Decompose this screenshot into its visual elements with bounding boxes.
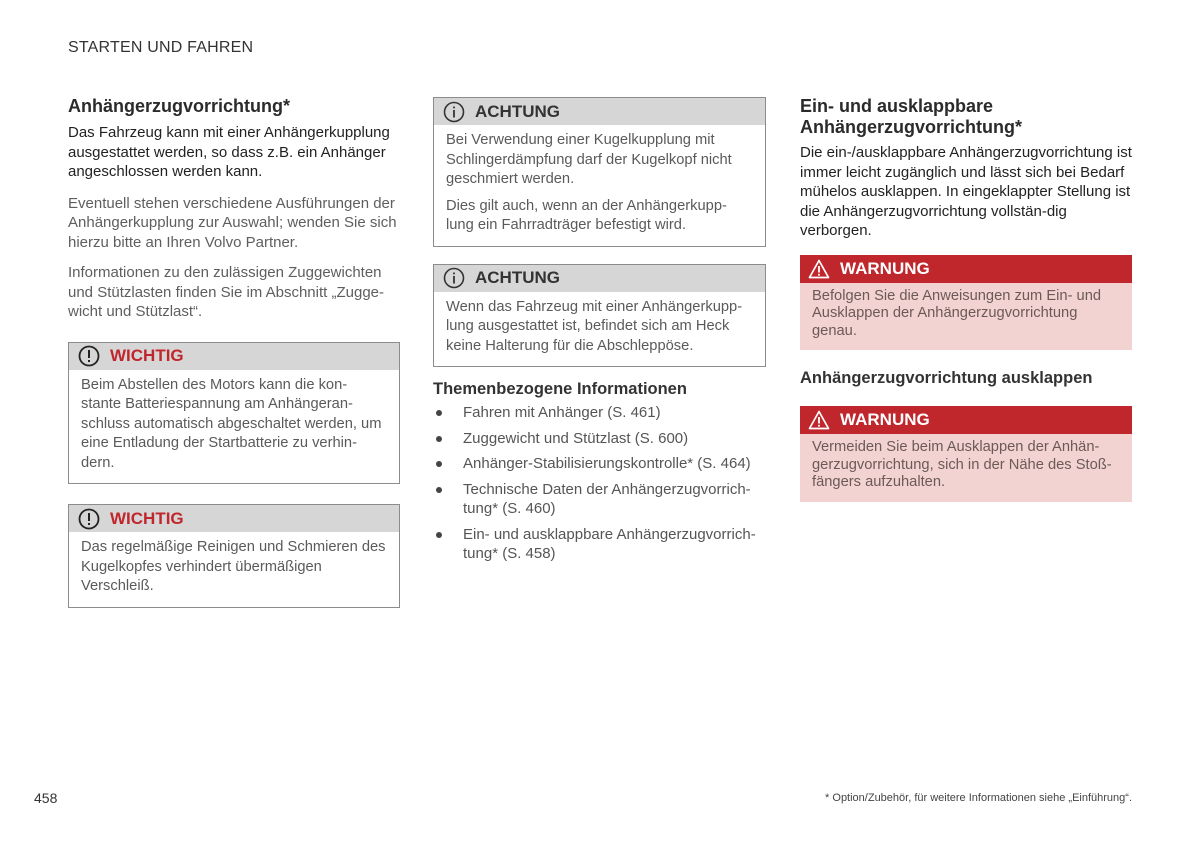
column-middle	[433, 97, 766, 570]
related-link[interactable]: Zuggewicht und Stützlast (S. 600)	[433, 429, 766, 449]
exclamation-circle-icon	[78, 508, 100, 530]
column-right	[800, 96, 1132, 520]
body-paragraph: Informationen zu den zulässigen Zuggewichten und Stützlasten finden Sie im Abschnitt „Zugge-wicht und Stützlast“.	[68, 264, 385, 320]
wichtig-box	[68, 504, 400, 608]
wichtig-text: Beim Abstellen des Motors kann die kon-stante Batteriespannung am Anhängeran-schluss automatisch abgeschaltet werden, um eine Entladung der Startbatterie zu verhin-dern.	[81, 376, 382, 471]
article-title: Anhängerzugvorrichtung*	[68, 96, 291, 116]
warnung-box	[800, 406, 1132, 502]
warnung-text: Befolgen Sie die Anweisungen zum Ein- und Ausklappen der Anhängerzugvorrichtung genau.	[800, 283, 1132, 351]
achtung-header	[434, 98, 765, 125]
achtung-box	[433, 97, 766, 247]
warnung-label: WARNUNG	[840, 258, 930, 278]
achtung-text: Dies gilt auch, wenn an der Anhängerkupp-lung ein Fahrradträger befestigt wird.	[446, 197, 727, 233]
subsection-title: Anhängerzugvorrichtung ausklappen	[800, 369, 1093, 387]
wichtig-header	[69, 343, 399, 370]
column-left	[68, 96, 400, 628]
related-links-list	[433, 403, 766, 564]
wichtig-box	[68, 342, 400, 485]
achtung-label: ACHTUNG	[475, 101, 560, 121]
wichtig-header	[69, 505, 399, 532]
footnote: * Option/Zubehör, für weitere Informationen siehe „Einführung“.	[825, 792, 1132, 804]
achtung-body	[434, 125, 765, 246]
achtung-label: ACHTUNG	[475, 268, 560, 287]
related-link[interactable]: Anhänger-Stabilisierungskontrolle* (S. 464)	[433, 454, 766, 474]
warnung-header	[800, 255, 1132, 283]
warning-triangle-icon	[808, 258, 830, 280]
page-number: 458	[34, 790, 58, 806]
section-header: STARTEN UND FAHREN	[68, 39, 254, 56]
related-link[interactable]: Ein- und ausklappbare Anhängerzugvorrich-tung* (S. 458)	[433, 525, 766, 564]
achtung-box	[433, 264, 766, 368]
article-title: Ein- und ausklappbare Anhängerzugvorrichtung*	[800, 96, 1023, 137]
achtung-text: Wenn das Fahrzeug mit einer Anhängerkupp-lung ausgestattet ist, befindet sich am Heck keine Halterung für die Abschleppöse.	[446, 298, 743, 354]
lead-paragraph: Das Fahrzeug kann mit einer Anhängerkupplung ausgestattet werden, so dass z.B. ein Anhänger angeschlossen werden kann.	[68, 124, 390, 180]
warning-triangle-icon	[808, 409, 830, 431]
info-circle-icon	[443, 101, 465, 123]
wichtig-text: Das regelmäßige Reinigen und Schmieren des Kugelkopfes verhindert übermäßigen Verschleiß.	[81, 539, 386, 594]
wichtig-label: WICHTIG	[110, 346, 184, 365]
body-paragraph: Eventuell stehen verschiedene Ausführungen der Anhängerkupplung zur Auswahl; wenden Sie sich hierzu bitte an Ihren Volvo Partner.	[68, 194, 397, 251]
warnung-header	[800, 406, 1132, 434]
wichtig-label: WICHTIG	[110, 508, 184, 528]
related-link[interactable]: Technische Daten der Anhängerzugvorrich-tung* (S. 460)	[433, 480, 766, 519]
exclamation-circle-icon	[78, 345, 100, 367]
info-circle-icon	[443, 267, 465, 289]
related-link[interactable]: Fahren mit Anhänger (S. 461)	[433, 403, 766, 423]
lead-paragraph: Die ein-/ausklappbare Anhängerzugvorrichtung ist immer leicht zugänglich und lässt sich bei Bedarf mühelos ausklappen. In eingeklappter Stellung ist die Anhängerzugvorrichtung vollstän-dig verborgen.	[800, 144, 1132, 239]
warnung-box	[800, 255, 1132, 351]
warnung-label: WARNUNG	[840, 410, 930, 429]
related-info-title: Themenbezogene Informationen	[433, 380, 687, 398]
achtung-header	[434, 265, 765, 292]
achtung-text: Bei Verwendung einer Kugelkupplung mit Schlingerdämpfung darf der Kugelkopf nicht geschmiert werden.	[446, 132, 732, 187]
warnung-text: Vermeiden Sie beim Ausklappen der Anhän-gerzugvorrichtung, sich in der Nähe des Stoß-fängers aufzuhalten.	[800, 434, 1132, 502]
